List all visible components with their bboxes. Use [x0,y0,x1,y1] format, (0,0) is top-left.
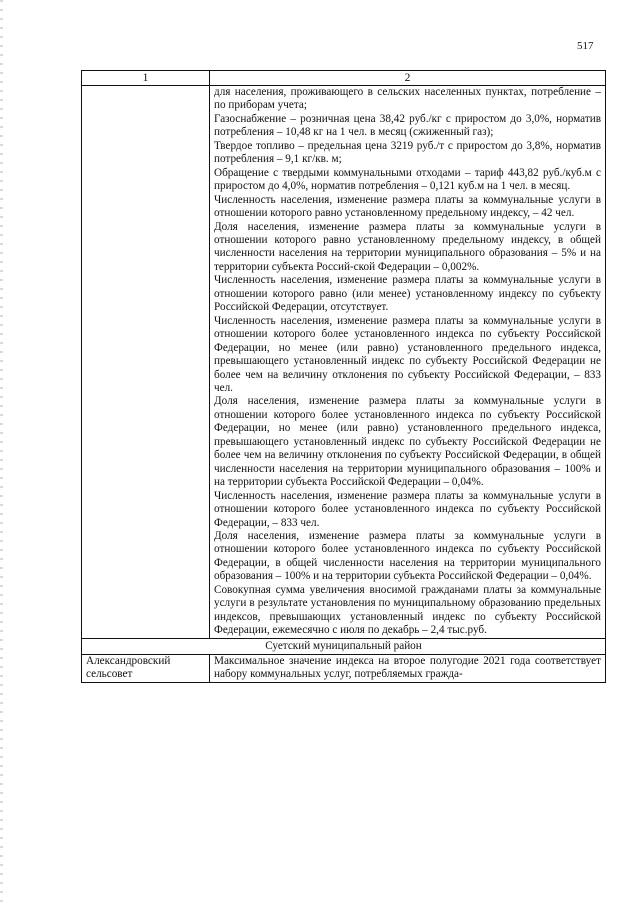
row-description-cell: Максимальное значение индекса на второе полугодие 2021 года соответствует набору коммунальных услуг, потребляемых гражда- [210,655,606,683]
page-number: 517 [577,40,594,52]
table-row [82,86,606,639]
row-municipality-cell: Александровский сельсовет [82,655,210,683]
scan-edge [0,0,3,905]
column-header-1: 1 [82,71,210,86]
table-row [82,655,606,683]
paragraph: Доля населения, изменение размера платы за коммунальные услуги в отношении которого равно установленному предельному индексу, в общей численности населения на территории муниципального образования – 5% и на территории субъекта Россий-ской Федерации – 0,002%. [214,220,601,273]
section-title: Суетский муниципальный район [82,638,606,654]
column-header-2: 2 [210,71,606,86]
paragraph: Численность населения, изменение размера платы за коммунальные услуги в отношении которого равно установленному предельному индексу, – 42 чел. [214,193,601,220]
paragraph: Доля населения, изменение размера платы за коммунальные услуги в отношении которого более установленного индекса по субъекту Российской Федерации, но менее (или равно) установленного предельного индекса, превышающего установленный индекс по субъекту Российской Федерации не более чем на величину отклонения по субъекту Российской Федерации, в общей численности населения на территории муниципального образования – 100% и на территории субъекта Российской Федерации – 0,04%. [214,395,601,489]
paragraph: Численность населения, изменение размера платы за коммунальные услуги в отношении которого более установленного индекса по субъекту Российской Федерации, но менее (или равно) установленного предельного индекса, превышающего установленный индекс по субъекту Российской Федерации не более чем на величину отклонения по субъекту Российской Федерации, – 833 чел. [214,314,601,394]
paragraph: Совокупная сумма увеличения вносимой гражданами платы за коммунальные услуги в результате установления по муниципальному образованию предельных индексов, превышающих установленный индекс по субъекту Российской Федерации, ежемесячно с июля по декабрь – 2,4 тыс.руб. [214,583,601,637]
table-header-row [82,71,606,86]
document-table [81,70,606,683]
paragraph: Газоснабжение – розничная цена 38,42 руб./кг с приростом до 3,0%, норматив потребления – 10,48 кг на 1 чел. в месяц (сжиженный газ); [214,112,601,139]
paragraph: Твердое топливо – предельная цена 3219 руб./т с приростом до 3,8%, норматив потребления – 9,1 кг/кв. м; [214,139,601,166]
paragraph: Обращение с твердыми коммунальными отходами – тариф 443,82 руб./куб.м с приростом до 4,0%, норматив потребления – 0,121 куб.м на 1 чел. в месяц. [214,166,601,193]
paragraph: Доля населения, изменение размера платы за коммунальные услуги в отношении которого более установленного индекса по субъекту Российской Федерации, в общей численности населения на территории муниципального образования – 100% и на территории субъекта Российской Федерации – 0,04%. [214,529,601,583]
paragraph: для населения, проживающего в сельских населенных пунктах, потребление – по приборам учета; [214,86,601,112]
paragraph: Численность населения, изменение размера платы за коммунальные услуги в отношении которого более установленного индекса по субъекту Российской Федерации, – 833 чел. [214,489,601,529]
row-municipality-cell [82,86,210,639]
row-description-cell [210,86,606,639]
paragraph: Численность населения, изменение размера платы за коммунальные услуги в отношении которого равно (или менее) установленному индексу по субъекту Российской Федерации, отсутствует. [214,274,601,314]
section-row [82,638,606,654]
